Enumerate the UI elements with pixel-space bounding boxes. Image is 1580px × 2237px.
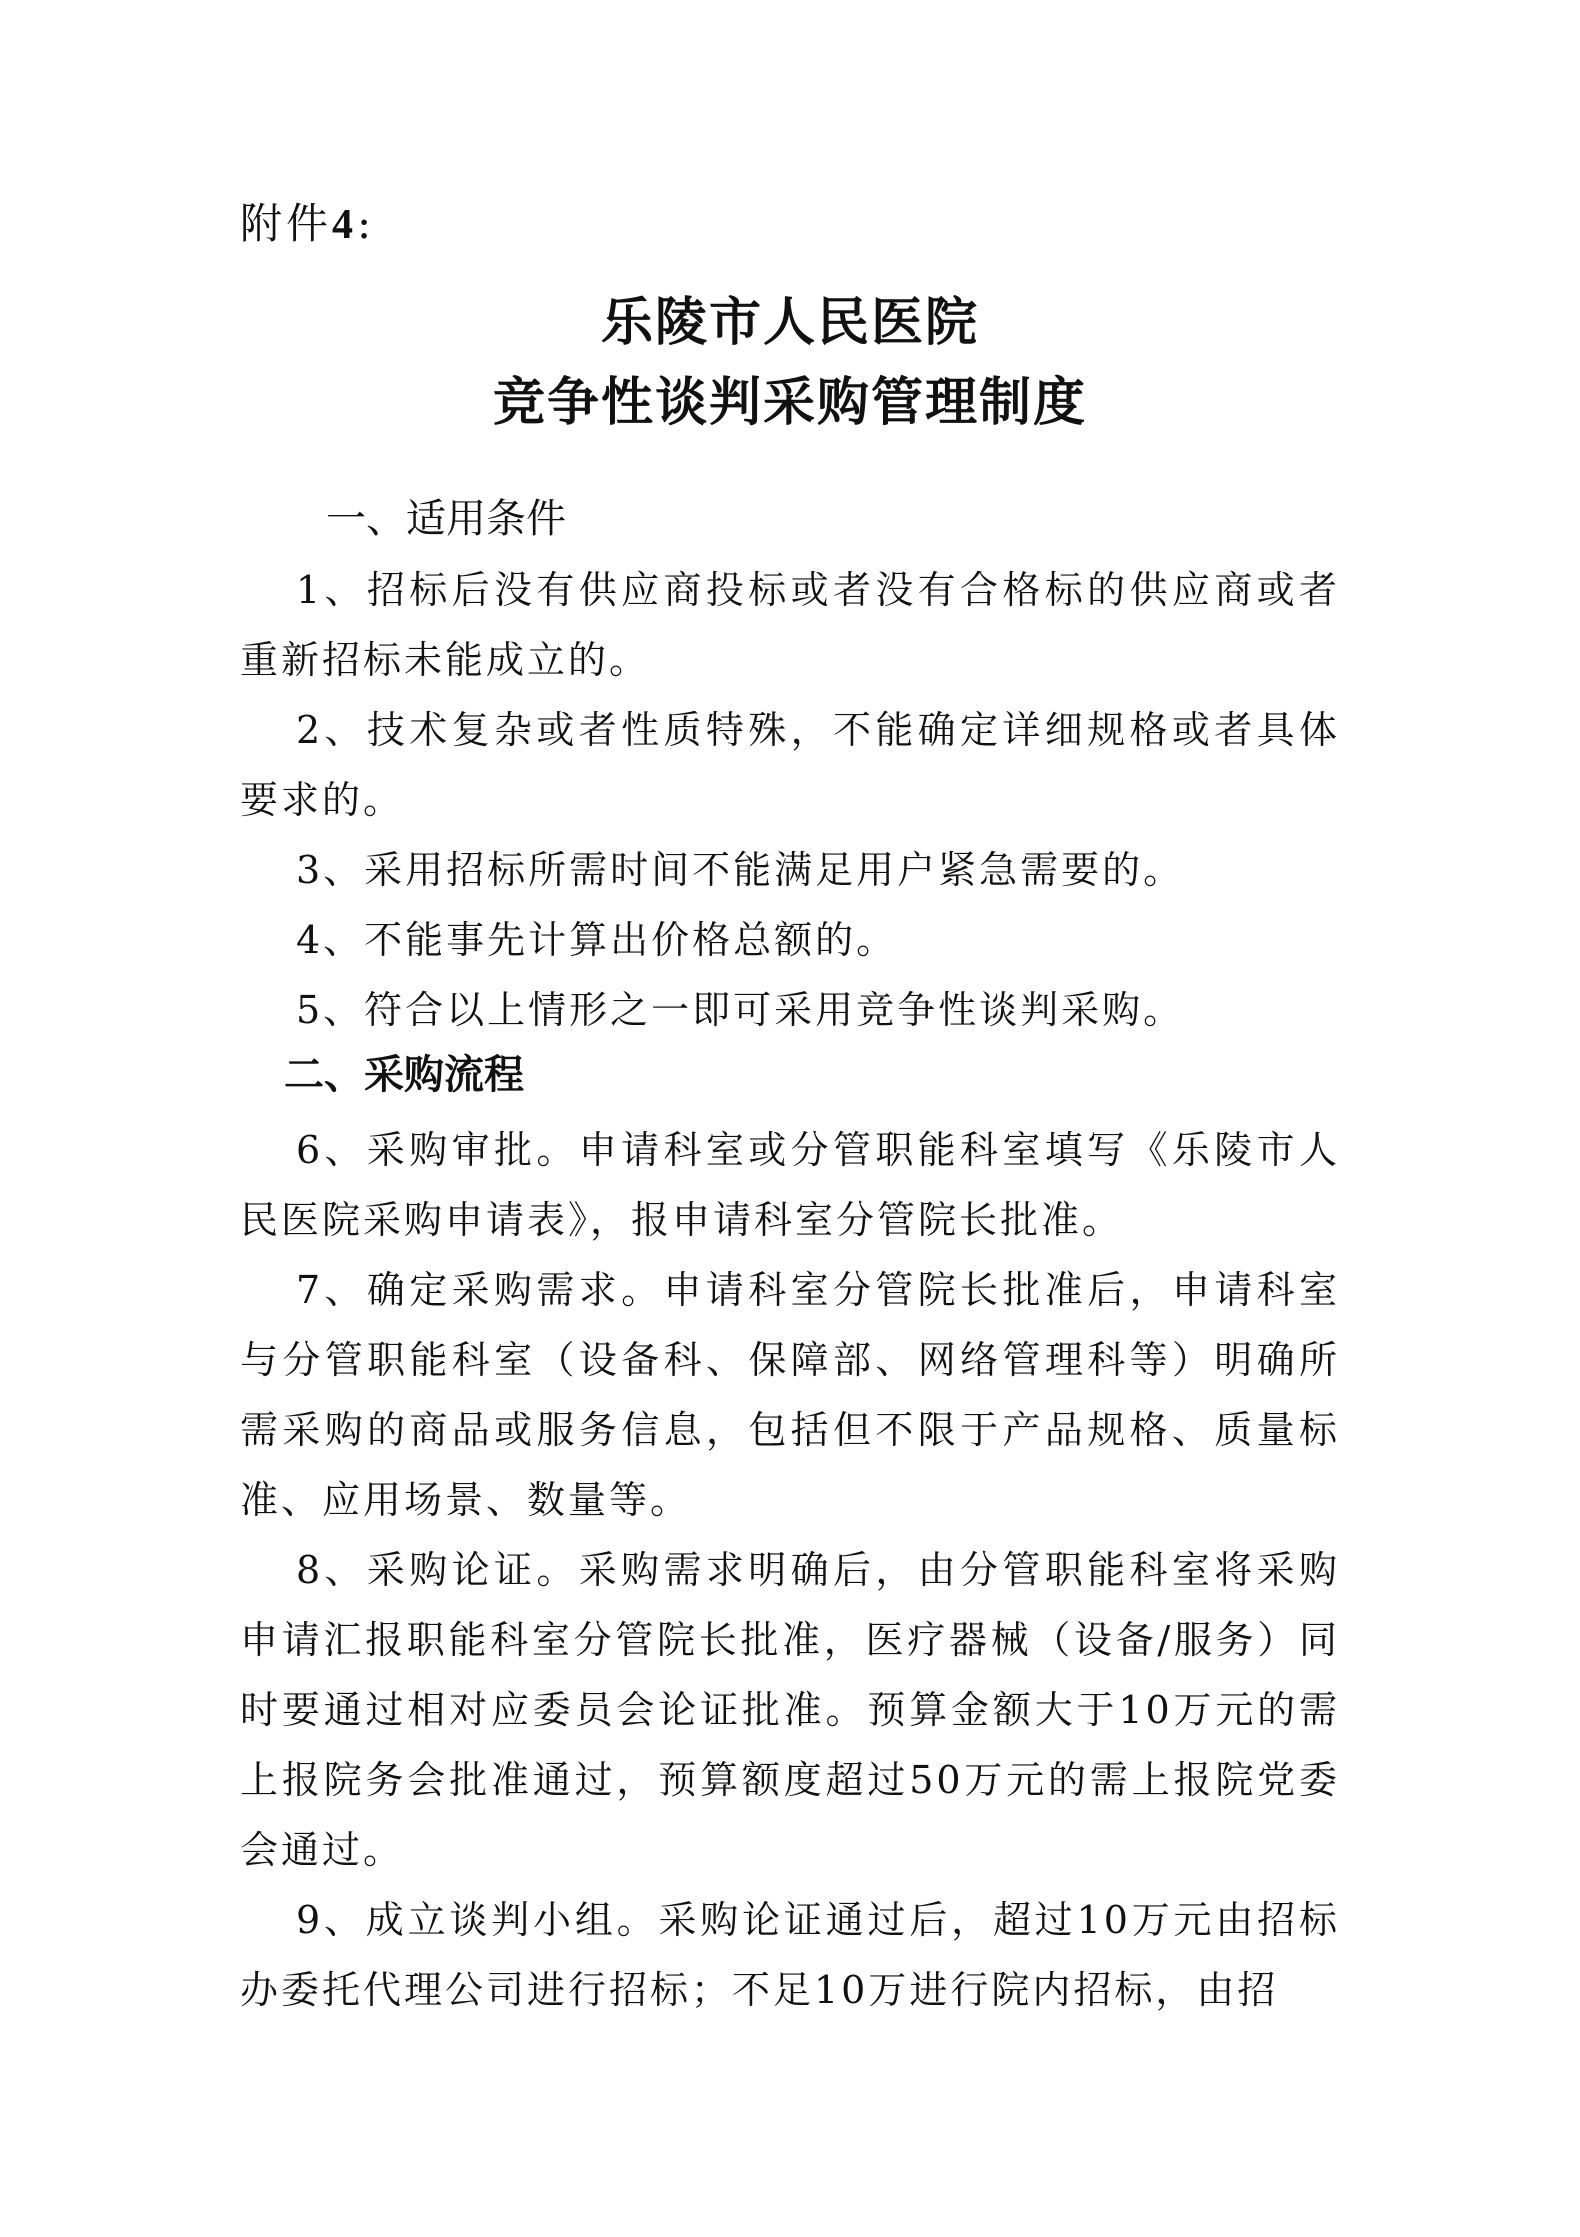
paragraph-item-7: 7、确定采购需求。申请科室分管院长批准后，申请科室与分管职能科室（设备科、保障部、网络管理科等）明确所需采购的商品或服务信息，包括但不限于产品规格、质量标准、应用场景、数量等。 — [240, 1268, 1340, 1522]
document-title-line-2: 竞争性谈判采购管理制度 — [492, 373, 1087, 433]
paragraph-item-5: 5、符合以上情形之一即可采用竞争性谈判采购。 — [296, 988, 1185, 1032]
section-heading-procurement-process: 二、采购流程 — [284, 1052, 524, 1098]
attachment-label — [240, 196, 375, 253]
paragraph-item-3: 3、采用招标所需时间不能满足用户紧急需要的。 — [296, 848, 1185, 892]
attachment-suffix: : — [357, 199, 376, 248]
attachment-prefix: 附件 — [240, 199, 333, 248]
paragraph-item-2: 2、技术复杂或者性质特殊，不能确定详细规格或者具体要求的。 — [240, 708, 1340, 822]
paragraph-item-9: 9、成立谈判小组。采购论证通过后，超过10万元由招标办委托代理公司进行招标；不足10万进行院内招标，由招 — [240, 1898, 1340, 2012]
paragraph-item-8: 8、采购论证。采购需求明确后，由分管职能科室将采购申请汇报职能科室分管院长批准，医疗器械（设备/服务）同时要通过相对应委员会论证批准。预算金额大于10万元的需上报院务会批准通过，预算额度超过50万元的需上报院党委会通过。 — [240, 1548, 1340, 1872]
paragraph-item-6: 6、采购审批。申请科室或分管职能科室填写《乐陵市人民医院采购申请表》，报申请科室分管院长批准。 — [240, 1128, 1340, 1242]
paragraph-item-4: 4、不能事先计算出价格总额的。 — [296, 918, 898, 962]
attachment-number: 4 — [332, 202, 358, 248]
document-title-line-1: 乐陵市人民医院 — [600, 293, 979, 353]
section-body-procurement-process — [240, 1115, 1340, 2025]
paragraph-item-1: 1、招标后没有供应商投标或者没有合格标的供应商或者重新招标未能成立的。 — [240, 568, 1340, 682]
section-heading-applicable-conditions: 一、适用条件 — [326, 496, 566, 542]
section-body-applicable-conditions — [240, 555, 1340, 1045]
